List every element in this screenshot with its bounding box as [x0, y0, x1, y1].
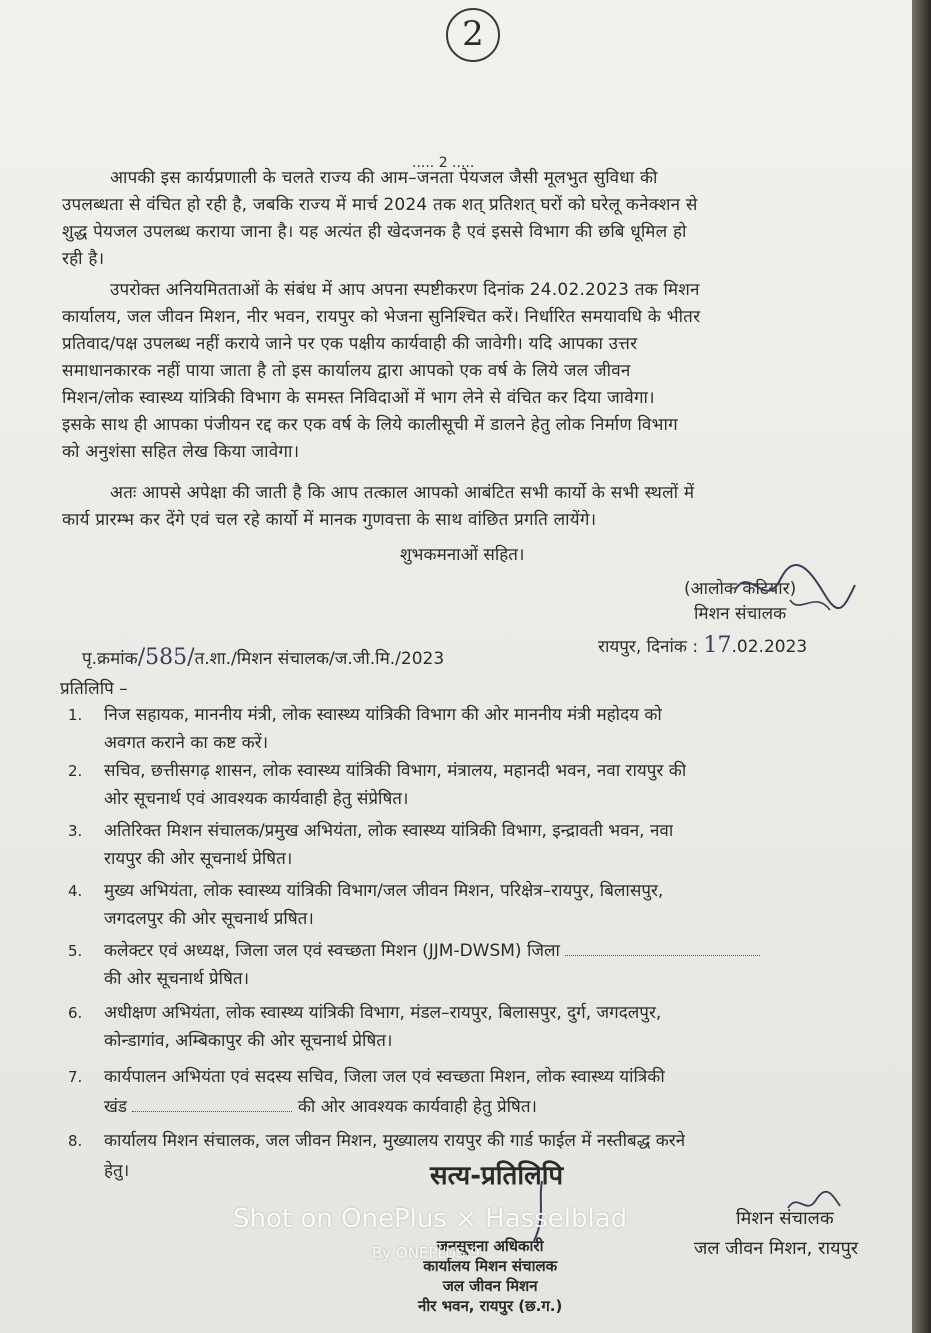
- paragraph-line: रही है।: [62, 249, 105, 269]
- copy-item-number: 3.: [68, 822, 83, 840]
- paragraph-1: [62, 165, 852, 273]
- copy-item-number: 6.: [68, 1004, 83, 1022]
- dateline-rest: .02.2023: [731, 637, 808, 657]
- paragraph-line: उपरोक्त अनियमितताओं के संबंध में आप अपना स्पष्टीकरण दिनांक 24.02.2023 तक मिशन: [110, 280, 700, 300]
- reference-number: [82, 645, 444, 670]
- signatory-name: (आलोक कटियार): [684, 579, 797, 599]
- bottom-signature-org: जल जीवन मिशन, रायपुर: [694, 1238, 859, 1259]
- copy-item-line: की ओर सूचनार्थ प्रेषित।: [104, 969, 250, 989]
- page-continuation: ..... 2 .....: [412, 155, 475, 171]
- dateline-prefix: रायपुर, दिनांक :: [598, 637, 699, 657]
- copy-item-line: रायपुर की ओर सूचनार्थ प्रेषित।: [104, 849, 293, 869]
- copy-item-number: 5.: [68, 942, 83, 960]
- greeting: शुभकमनाओं सहित।: [400, 545, 525, 565]
- signature-scribble-icon: [730, 560, 860, 620]
- paragraph-line: इसके साथ ही आपका पंजीयन रद्द कर एक वर्ष के लिये कालीसूची में डालने हेतु लोक निर्माण विभाग: [62, 415, 678, 435]
- copy-item-number: 7.: [68, 1068, 83, 1086]
- copy-item-line: [104, 1092, 537, 1122]
- copy-item-text: की ओर आवश्यक कार्यवाही हेतु प्रेषित।: [297, 1097, 537, 1117]
- copy-item-line: कोन्डागांव, अम्बिकापुर की ओर सूचनार्थ प्रेषित।: [104, 1031, 393, 1051]
- reference-prefix: पृ.क्रमांक: [82, 649, 138, 669]
- paragraph-line: को अनुशंसा सहित लेख किया जावेगा।: [62, 442, 300, 462]
- paragraph-line: मिशन/लोक स्वास्थ्य यांत्रिकी विभाग के समस्त निविदाओं में भाग लेने से वंचित कर दिया जावेगा।: [62, 388, 655, 408]
- photo-background-edge: [912, 0, 931, 1333]
- paragraph-3: [62, 480, 852, 534]
- stamp-line: नीर भवन, रायपुर (छ.ग.): [418, 1297, 563, 1315]
- bottom-signature-title: मिशन संचालक: [736, 1208, 834, 1229]
- copy-item-line: निज सहायक, माननीय मंत्री, लोक स्वास्थ्य यांत्रिकी विभाग की ओर माननीय मंत्री महोदय को: [104, 705, 662, 725]
- stamp-line: कार्यालय मिशन संचालक: [423, 1257, 558, 1275]
- copy-item-line: जगदलपुर की ओर सूचनार्थ प्रषित।: [104, 909, 314, 929]
- reference-handwritten-number: /585/: [137, 645, 195, 670]
- copy-item-line: अधीक्षण अभियंता, लोक स्वास्थ्य यांत्रिकी विभाग, मंडल–रायपुर, बिलासपुर, दुर्ग, जगदलपुर,: [104, 1003, 662, 1023]
- copy-item-line: कार्यपालन अभियंता एवं सदस्य सचिव, जिला जल एवं स्वच्छता मिशन, लोक स्वास्थ्य यांत्रिकी: [104, 1067, 665, 1087]
- dateline: [598, 633, 807, 658]
- copy-item-line: कार्यालय मिशन संचालक, जल जीवन मिशन, मुख्यालय रायपुर की गार्ड फाईल में नस्तीबद्ध करने: [104, 1131, 686, 1151]
- paragraph-line: शुद्ध पेयजल उपलब्ध कराया जाना है। यह अत्यंत ही खेदजनक है एवं इससे विभाग की छबि धूमिल हो: [62, 222, 687, 242]
- copy-item-line: अतिरिक्त मिशन संचालक/प्रमुख अभियंता, लोक स्वास्थ्य यांत्रिकी विभाग, इन्द्रावती भवन, नवा: [104, 821, 674, 841]
- paragraph-line: अतः आपसे अपेक्षा की जाती है कि आप तत्काल आपको आबंटित सभी कार्यो के सभी स्थलों में: [110, 483, 695, 503]
- copy-item-line: हेतु।: [104, 1161, 130, 1181]
- copy-item-number: 4.: [68, 882, 83, 900]
- signatory-title: मिशन संचालक: [694, 604, 787, 624]
- copy-item-text: कलेक्टर एवं अध्यक्ष, जिला जल एवं स्वच्छता मिशन (JJM-DWSM) जिला: [104, 941, 560, 961]
- copy-item-line: मुख्य अभियंता, लोक स्वास्थ्य यांत्रिकी विभाग/जल जीवन मिशन, परिक्षेत्र–रायपुर, बिलासपुर,: [104, 881, 664, 901]
- copy-item-line: सचिव, छत्तीसगढ़ शासन, लोक स्वास्थ्य यांत्रिकी विभाग, मंत्रालय, महानदी भवन, नवा रायपुर की: [104, 761, 687, 781]
- dateline-day: 17: [703, 633, 732, 658]
- paragraph-2: [62, 277, 852, 466]
- blank-fill: [132, 1111, 292, 1112]
- page-marker-circle: 2: [446, 8, 500, 62]
- stamp-line: जल जीवन मिशन: [442, 1277, 538, 1295]
- paragraph-line: कार्यालय, जल जीवन मिशन, नीर भवन, रायपुर को भेजना सुनिश्चित करें। निर्धारित समयावधि के भीतर: [62, 307, 701, 327]
- blank-fill: [565, 955, 760, 956]
- reference-suffix: त.शा./मिशन संचालक/ज.जी.मि./2023: [194, 649, 445, 669]
- camera-watermark-sub: By ONEPLUS 9: [372, 1244, 480, 1262]
- paragraph-line: प्रतिवाद/पक्ष उपलब्ध नहीं कराये जाने पर एक पक्षीय कार्यवाही की जावेगी। यदि आपका उत्तर: [62, 334, 638, 354]
- paragraph-line: आपकी इस कार्यप्रणाली के चलते राज्य की आम–जनता पेयजल जैसी मूलभुत सुविधा की: [110, 168, 658, 188]
- copy-item-prefix: खंड: [104, 1097, 128, 1117]
- stamp-line: जनसूचना अधिकारी: [436, 1237, 544, 1255]
- copy-item-line: अवगत कराने का कष्ट करें।: [104, 733, 269, 753]
- true-copy-label: सत्य-प्रतिलिपि: [430, 1161, 564, 1191]
- camera-watermark: Shot on OnePlus × Hasselblad: [233, 1204, 628, 1234]
- copy-item-line: [104, 936, 760, 966]
- copy-item-number: 2.: [68, 762, 83, 780]
- paragraph-line: समाधानकारक नहीं पाया जाता है तो इस कार्यालय द्वारा आपको एक वर्ष के लिये जल जीवन: [62, 361, 631, 381]
- copy-item-line: ओर सूचनार्थ एवं आवश्यक कार्यवाही हेतु संप्रेषित।: [104, 789, 409, 809]
- paragraph-line: उपलब्धता से वंचित हो रही है, जबकि राज्य में मार्च 2024 तक शत् प्रतिशत् घरों को घरेलू कनेक्शन से: [62, 195, 698, 215]
- copy-item-number: 1.: [68, 706, 83, 724]
- copy-item-number: 8.: [68, 1132, 83, 1150]
- copy-heading: प्रतिलिपि –: [60, 679, 128, 699]
- paragraph-line: कार्य प्रारम्भ कर देंगे एवं चल रहे कार्यो में मानक गुणवत्ता के साथ वांछित प्रगति लायेंगे।: [62, 510, 597, 530]
